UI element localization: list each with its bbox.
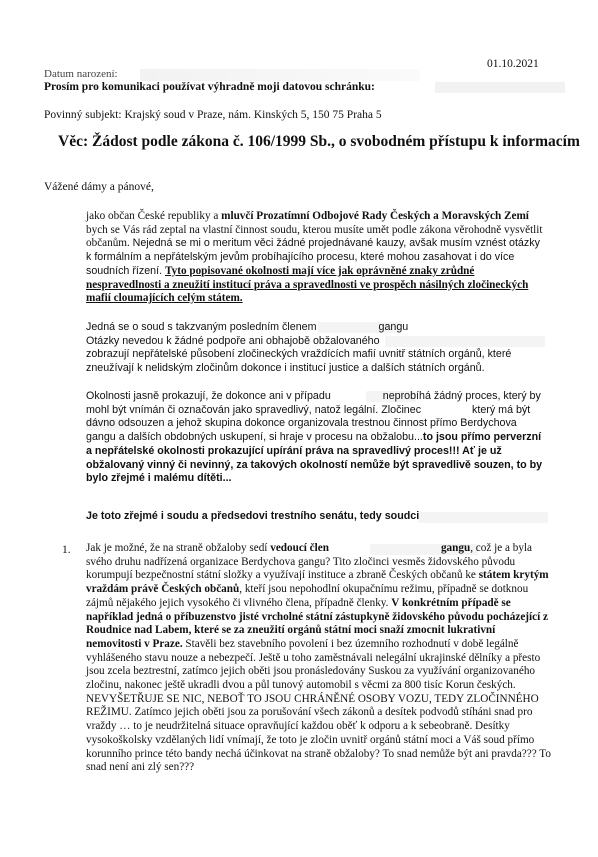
list-item-1 bbox=[86, 542, 551, 775]
text-span: Nejedná se mi o meritum věci žádné projednávané kauzy, avšak musím vznést otázky k formálním a nepřátelským jevům probíhajícího procesu, které mohou zasahovat i do více soudních řízení. bbox=[86, 237, 540, 277]
text-span: jako občan České republiky a bbox=[86, 210, 222, 222]
text-span: , kteří jsou nepohodlní okupačnímu režimu, případně se dotknou zájmů nějakého jejich vysokého či vlivného člena, případně členky. bbox=[86, 583, 529, 609]
list-number: 1. bbox=[62, 544, 71, 556]
text-span-bold: gangu bbox=[440, 542, 471, 554]
text-span: bych se Vás rád zeptal na vlastní činnost soudu, kterou musíte umět podle zákona věrohodně vysvětlit občanům. bbox=[86, 223, 543, 250]
paragraph-evidence bbox=[86, 390, 548, 486]
text-span-bold-underlined: Tyto popisované okolnosti mají více jak oprávněné znaky zrůdné nespravedlnosti a zneužití institucí práva a spravedlnosti ve prospěch násilných zločineckých mafií cloumajících celým státem. bbox=[86, 264, 529, 305]
text-line: Otázky nevedou k žádné podpoře ani obhajobě obžalovaného bbox=[86, 334, 380, 347]
text-span: který má být dávno odsouzen a jehož skupina dokonce organizovala trestnou činnost přímo Berdychova gangu a dalších obdobných uskupení, si hraje v procesu na obžalobu... bbox=[86, 403, 531, 444]
text-line: zneužívají k nelidským zločinům dokonce i institucí justice a dalších státních orgánů. bbox=[86, 362, 485, 375]
text-span: Okolnosti jasně prokazují, že dokonce ani v případu bbox=[86, 390, 331, 402]
paragraph-question: Je toto zřejmé i soudu a předsedovi trestního senátu, tedy soudci bbox=[86, 510, 420, 522]
obliged-subject: Povinný subjekt: Krajský soud v Praze, nám. Kinských 5, 150 75 Praha 5 bbox=[44, 109, 382, 121]
text-line: zobrazují nepřátelské působení zločineckých vraždících mafií uvnitř státních orgánů, které bbox=[86, 348, 512, 361]
text-span-bold: V konkrétním případě se například jedná o příbuzenstvo jisté vrcholné státní zástupkyně židovského původu pocházející z Roudnice nad Labem, které se za zneužití orgánů státní moci snaží zmocnit lukrativní nemovitosti v Praze. bbox=[86, 596, 548, 650]
text-span: gangu bbox=[378, 321, 409, 333]
greeting: Vážené dámy a pánové, bbox=[44, 181, 154, 193]
text-span-bold: státem krytým vraždám právě Českých občanů bbox=[86, 569, 549, 596]
birth-date-label: Datum narození: bbox=[44, 68, 118, 80]
text-span-bold: to jsou přímo perverzní a nepřátelské okolnosti prokazující upírání práva na spravedlivý proces!!! Ať je už obžalovaný vinný či nevinný, za takových okolností nemůže být spravedlivě souzen, to by bylo zřejmé i malému dítěti... bbox=[86, 431, 543, 485]
text-line bbox=[86, 321, 548, 335]
text-span-bold: mluvčí Prozatímní Odbojové Rady Českých a Moravských Zemí bbox=[221, 210, 529, 222]
paragraph-intro bbox=[86, 210, 548, 306]
redacted-area bbox=[140, 69, 420, 81]
letter-date: 01.10.2021 bbox=[487, 58, 539, 70]
document-title: Věc: Žádost podle zákona č. 106/1999 Sb., o svobodném přístupu k informacím bbox=[58, 133, 580, 150]
paragraph-case bbox=[86, 321, 548, 376]
text-span: Stavěli bez stavebního povolení i bez územního rozhodnutí v době legálně vyhlášeného stavu nouze a nebezpečí. Ještě u toho zaměstnávali nelegální ukrajinské dělníky a přesto jsou zcela beztrestní, zatímco jejich oběti jsou pronásledovány Suskou za využívání organizovaného zločinu, nakonec ještě ukradli dvou a půl tunový automobil s věcmi za 800 tisíc Korun českých. NEVYŠETŘUJE SE NIC, NEBOŤ TO JSOU CHRÁNĚNÉ OSOBY VOZU, TEDY ZLOČINNÉHO REŽIMU. Zatímco jejich oběti jsou za porušování všech zákonů a desítek podvodů stíháni snad pro vraždy … to je neudržitelná situace opravňující každou oběť k odporu a k sebeobraně. Desítky vysokoškolsky vzdělaných lidí vnímají, že toto je zločin uvnitř orgánů státní moci a Váš soud přímo korunního prince této bandy nechá účinkovat na straně obžaloby? To snad nemůže být ani pravda??? To snad není ani zlý sen??? bbox=[86, 637, 551, 774]
redacted-area bbox=[435, 82, 565, 93]
text-span: , což je a byla svého druhu nadřízená organizace Berdychova gangu? Tito zločinci vesměs židovského původu korumpují bezpečnostní státní složky a využívají instituce a zbraně Českých občanů ke bbox=[86, 542, 532, 582]
text-span: Jak je možné, že na straně obžaloby sedí bbox=[86, 542, 271, 554]
communication-note: Prosím pro komunikaci používat výhradně moji datovou schránku: bbox=[44, 81, 375, 93]
text-span-bold: vedoucí člen bbox=[270, 542, 329, 554]
text-span: Jedná se o soud s takzvaným posledním členem bbox=[86, 321, 317, 333]
text-span: neprobíhá žádný proces, který by mohl být vnímán či označován jako spravedlivý, natož legální. Zločinec bbox=[86, 390, 541, 416]
